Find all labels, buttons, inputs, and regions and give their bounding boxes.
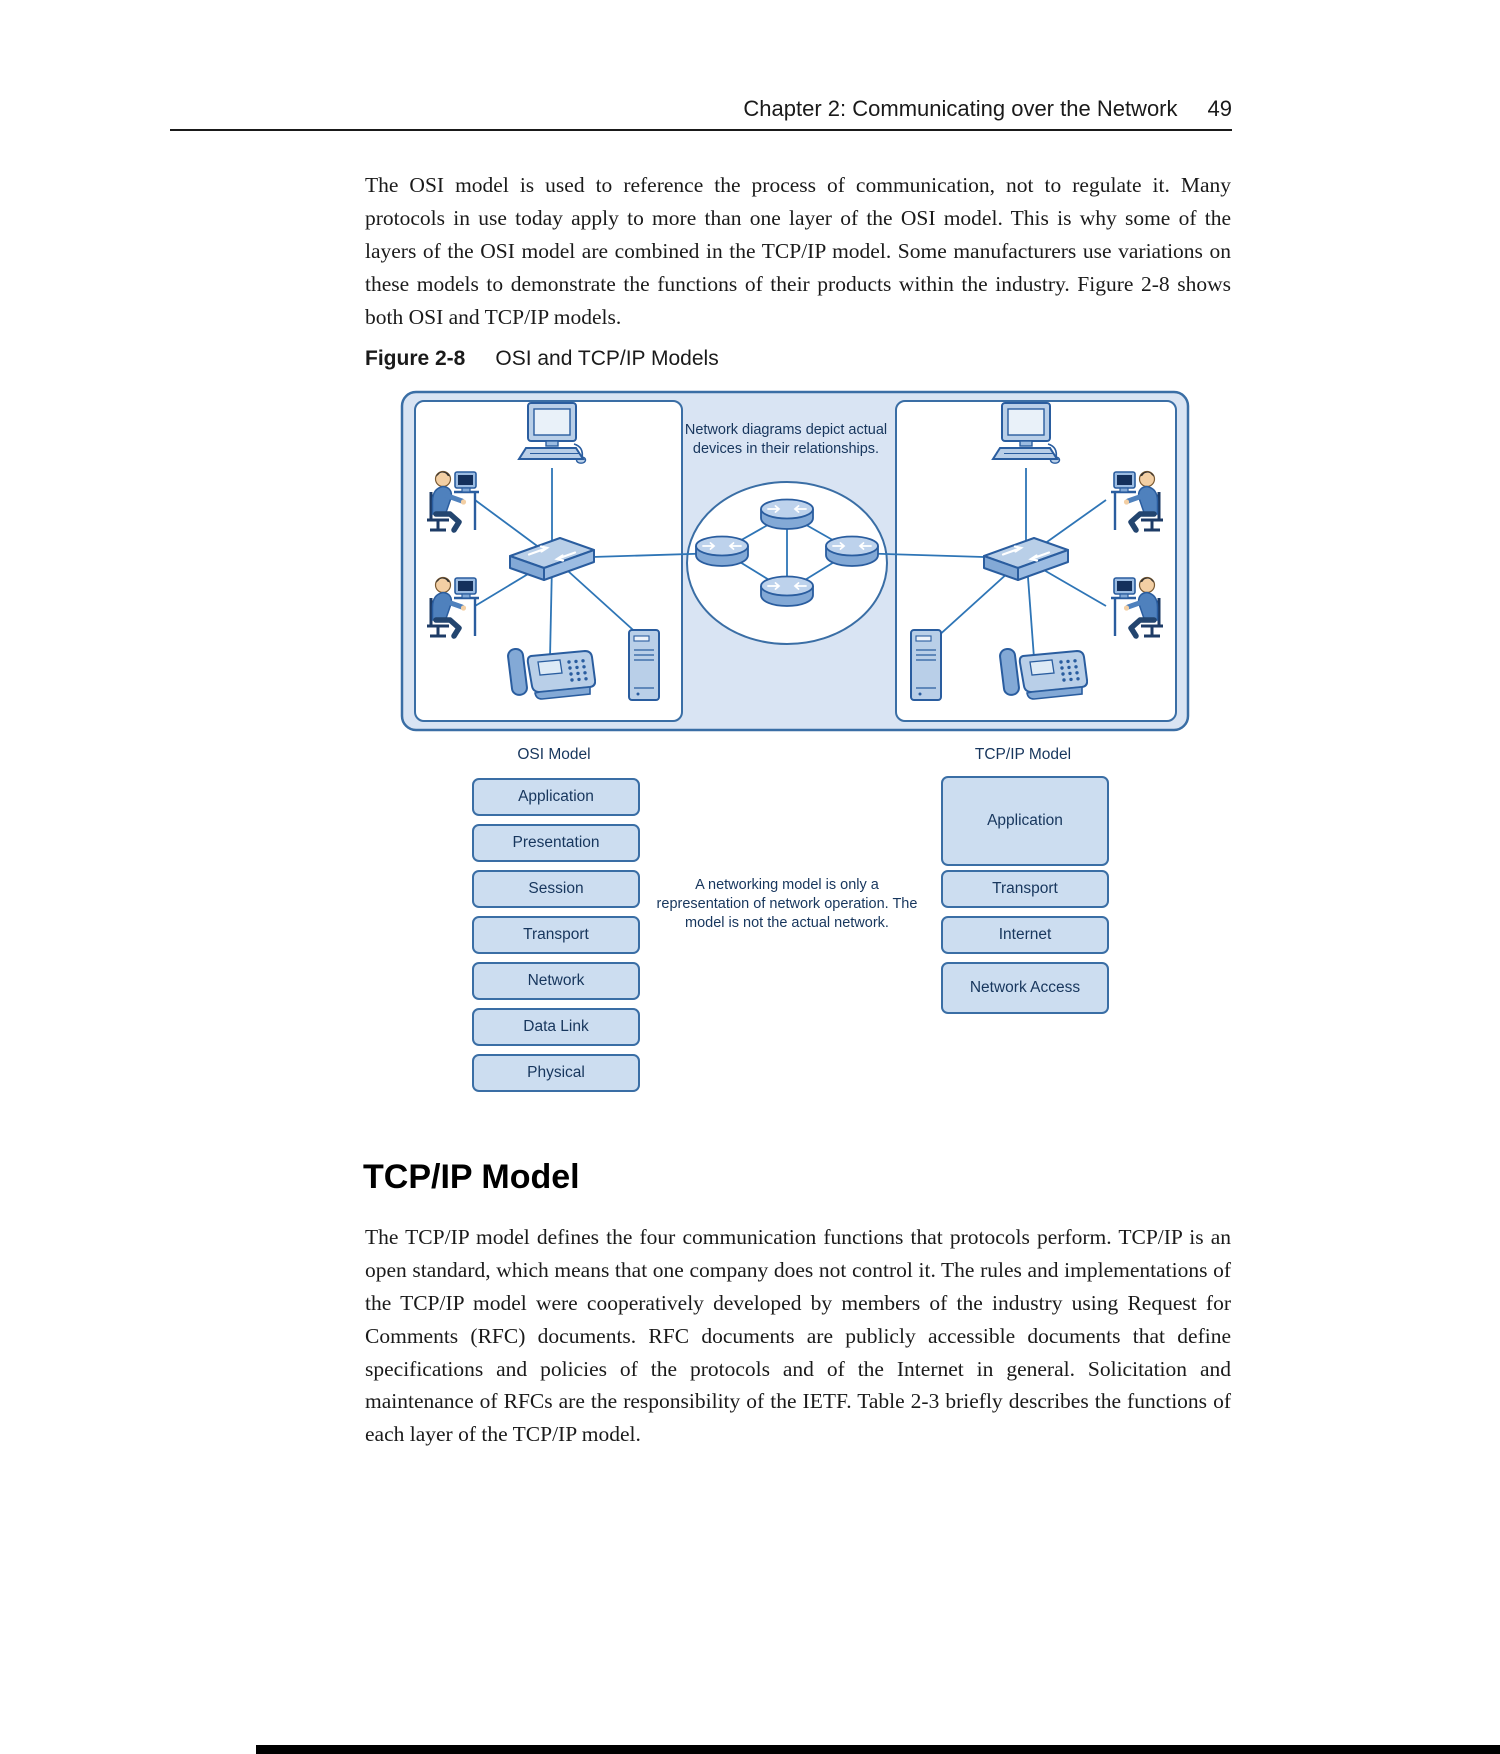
router-icon (696, 537, 748, 567)
osi-model-label: OSI Model (517, 746, 591, 763)
osi-layer-physical: Physical (472, 1054, 640, 1092)
computer-icon (519, 403, 586, 463)
tcpip-layer-internet: Internet (941, 916, 1109, 954)
figure-label: Figure 2-8 (365, 347, 466, 370)
tcpip-body-paragraph: The TCP/IP model defines the four communication functions that protocols perform. TCP/IP is an open standard, which means that one company does not control it. The rules and implementations of the TCP/IP model were cooperatively developed by members of the industry using Request for Comments (RFC) documents. RFC documents are publicly accessible documents that define specifications and policies of the protocols and of the Internet in general. Solicitation and maintenance of RFCs are the responsibility of the IETF. Table 2-3 briefly describes the functions of each layer of the TCP/IP model. (365, 1225, 1231, 1447)
tcpip-layer-network-access: Network Access (941, 962, 1109, 1014)
server-icon (629, 630, 659, 700)
osi-layer-application: Application (472, 778, 640, 816)
tcpip-layer-application: Application (941, 776, 1109, 866)
osi-layer-data-link: Data Link (472, 1008, 640, 1046)
computer-icon (993, 403, 1060, 463)
diagram-note-top: Network diagrams depict actual devices in their relationships. (684, 422, 888, 457)
chapter-title: Chapter 2: Communicating over the Network (743, 96, 1178, 121)
figure-caption (365, 347, 719, 371)
ip-phone-icon (999, 648, 1087, 699)
figure-title: OSI and TCP/IP Models (495, 347, 719, 370)
osi-layer-transport: Transport (472, 916, 640, 954)
page-header (170, 96, 1232, 122)
server-icon (911, 630, 941, 700)
page-bottom-scan-edge (256, 1745, 1500, 1754)
intro-paragraph: The OSI model is used to reference the process of communication, not to regulate it. Many protocols in use today apply to more than one layer of the OSI model. This is why some of the layers of the OSI model are combined in the TCP/IP model. Some manufacturers use variations on these models to demonstrate the functions of their products within the industry. Figure 2-8 shows both OSI and TCP/IP models. (365, 173, 1231, 329)
tcpip-model-label: TCP/IP Model (974, 746, 1072, 763)
ip-phone-icon (507, 648, 595, 699)
tcpip-layer-transport: Transport (941, 870, 1109, 908)
osi-layer-presentation: Presentation (472, 824, 640, 862)
router-icon (826, 537, 878, 567)
osi-layer-network: Network (472, 962, 640, 1000)
page-number: 49 (1207, 96, 1232, 121)
router-icon (761, 500, 813, 530)
section-heading-tcpip-model: TCP/IP Model (363, 1158, 580, 1196)
router-icon (761, 577, 813, 607)
diagram-note-middle: A networking model is only a representation of network operation. The model is not the actual network. (656, 877, 918, 931)
header-rule (170, 129, 1232, 131)
osi-layer-session: Session (472, 870, 640, 908)
